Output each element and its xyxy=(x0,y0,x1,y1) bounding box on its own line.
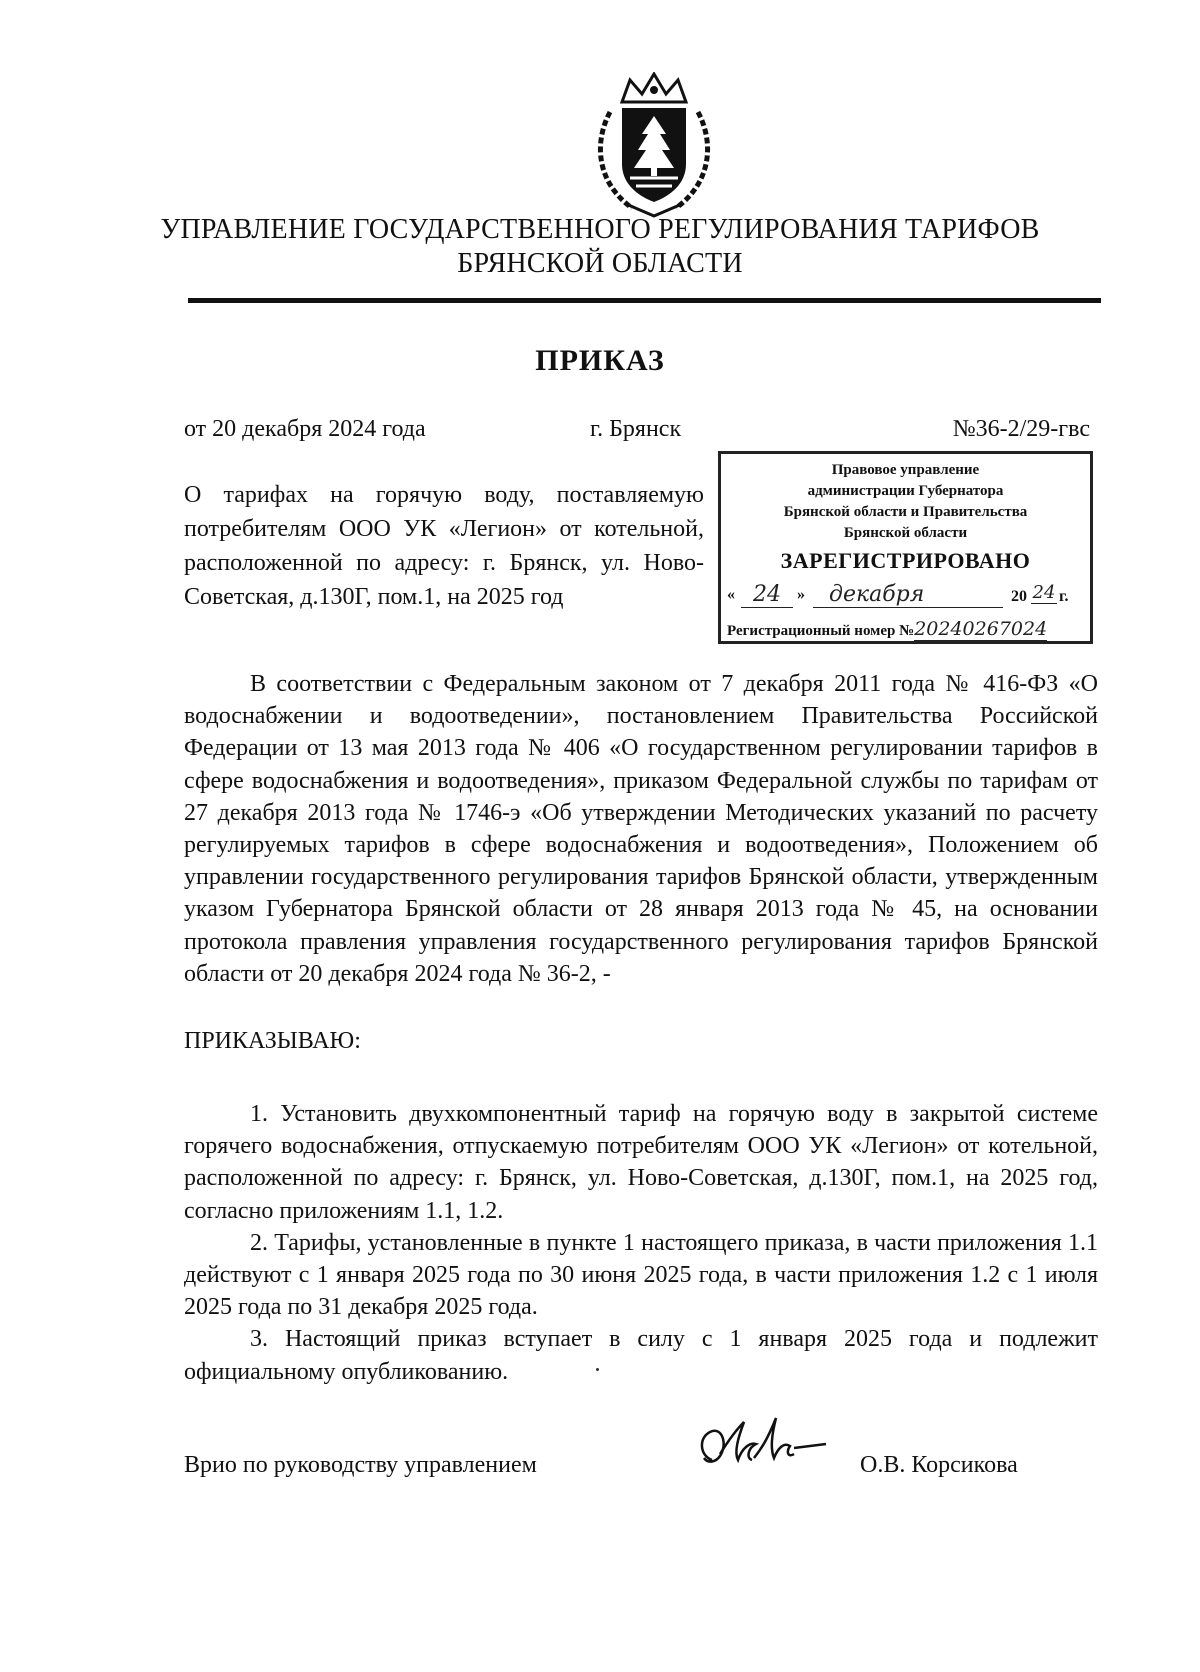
stamp-quote-close: » xyxy=(797,586,805,603)
registration-stamp xyxy=(718,451,1093,644)
order-item xyxy=(184,1098,1098,1227)
stamp-quote-open: « xyxy=(727,586,735,603)
stamp-day: 24 xyxy=(741,582,793,608)
stamp-line: Правовое управление xyxy=(831,462,980,478)
document-title: ПРИКАЗ xyxy=(535,344,665,377)
stamp-registration-row xyxy=(727,618,1047,641)
order-item xyxy=(184,1227,1098,1324)
document-number: №36-2/29-гвс xyxy=(952,416,1090,442)
order-word: ПРИКАЗЫВАЮ: xyxy=(184,1028,361,1054)
preamble-text: В соответствии с Федеральным законом от 7 декабря 2011 года № 416-ФЗ «О водоснабжении и водоотведении», постановлением Правительства Российской Федерации от 13 мая 2013 года № 406 «О государственном регулировании тарифов в сфере водоснабжения и водоотведения», приказом Федеральной службы по тарифам от 27 декабря 2013 года № 1746-э «Об утверждении Методических указаний по расчету регулируемых тарифов в сфере водоснабжения и водоотведения», Положением об управлении государственного регулирования тарифов Брянской области, утвержденным указом Губернатора Брянской области от 28 января 2013 года № 45, на основании протокола правления управления государственного регулирования тарифов Брянской области от 20 декабря 2024 года № 36-2, - xyxy=(184,671,1098,987)
order-item-text: 3. Настоящий приказ вступает в силу с 1 января 2025 года и подлежит официальному опубликованию. xyxy=(184,1326,1098,1385)
coat-of-arms-icon xyxy=(592,72,717,220)
document-city: г. Брянск xyxy=(590,416,682,442)
order-item xyxy=(184,1323,1098,1387)
stamp-date-row xyxy=(727,582,1084,610)
document-subject: О тарифах на горячую воду, поставляемую потребителям ООО УК «Легион» от котельной, расположенной по адресу: г. Брянск, ул. Ново-Советская, д.130Г, пом.1, на 2025 год xyxy=(184,482,704,610)
order-items xyxy=(184,1098,1098,1388)
organization-name-line1: УПРАВЛЕНИЕ ГОСУДАРСТВЕННОГО РЕГУЛИРОВАНИЯ ТАРИФОВ xyxy=(160,214,1040,245)
order-item-text: 2. Тарифы, установленные в пункте 1 настоящего приказа, в части приложения 1.1 действуют с 1 января 2025 года по 30 июня 2025 года, в части приложения 1.2 с 1 июля 2025 года по 31 декабря 2025 года. xyxy=(184,1229,1098,1321)
handwritten-signature-icon xyxy=(690,1408,840,1478)
document-date: от 20 декабря 2024 года xyxy=(184,416,426,442)
signatory-name: О.В. Корсикова xyxy=(860,1452,1018,1478)
stamp-registration-label: Регистрационный номер № xyxy=(727,623,915,639)
signatory-position: Врио по руководству управлением xyxy=(184,1452,537,1478)
stamp-year-prefix: 20 xyxy=(1011,588,1027,605)
stamp-year-unit: г. xyxy=(1059,588,1069,605)
stamp-line: Брянской области и Правительства xyxy=(783,504,1028,520)
header-divider xyxy=(188,298,1101,303)
stamp-line: администрации Губернатора xyxy=(807,483,1004,499)
organization-name-line2: БРЯНСКОЙ ОБЛАСТИ xyxy=(457,248,743,279)
scan-speck xyxy=(596,1368,599,1371)
preamble-paragraph xyxy=(184,668,1098,990)
stamp-line: Брянской области xyxy=(843,525,968,541)
stamp-month: декабря xyxy=(813,582,1003,608)
order-item-text: 1. Установить двухкомпонентный тариф на горячую воду в закрытой системе горячего водоснабжения, отпускаемую потребителям ООО УК «Легион» от котельной, расположенной по адресу: г. Брянск, ул. Ново-Советская, д.130Г, пом.1, на 2025 год, согласно приложениям 1.1, 1.2. xyxy=(184,1101,1098,1224)
stamp-registration-number: 20240267024 xyxy=(914,618,1048,640)
stamp-year-suffix: 24 xyxy=(1032,582,1056,603)
stamp-status: ЗАРЕГИСТРИРОВАНО xyxy=(780,548,1031,573)
